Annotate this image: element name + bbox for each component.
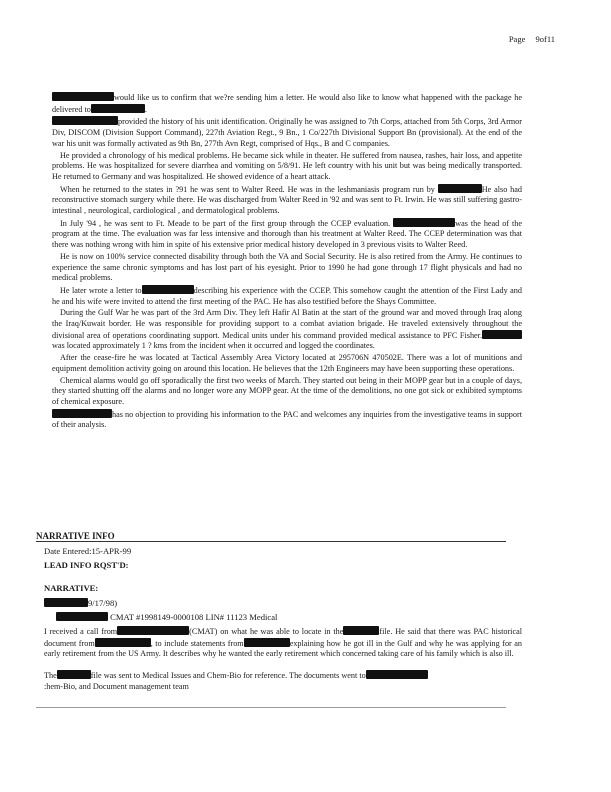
redaction-block xyxy=(57,670,91,679)
redaction-block xyxy=(366,670,428,679)
redaction-block xyxy=(393,218,455,227)
narrative-heading: NARRATIVE: xyxy=(44,583,99,593)
page-label: Page xyxy=(508,34,526,44)
redaction-block xyxy=(438,184,482,193)
paragraph-11: has no objection to providing his information to the PAC and welcomes any inquiries from the investigative teams in support of their analysis. xyxy=(52,409,522,430)
paragraph-3: He provided a chronology of his medical problems. He became sick while in theater. He suffered from nausea, rashes, hair loss, and appetite problems. He was hospitalized for severe diarrhea and vomiting on 5/8/91. He left country with his unit but was being medically transported. He returned to Germany and was hospitalized. He showed evidence of a heart attack. xyxy=(52,150,522,181)
redaction-block xyxy=(52,116,118,125)
paragraph-5: In July '94 , he was sent to Ft. Meade to be part of the first group through the CCEP evaluation. was the head of the program at the time. The evaluation was far less intensive and thorough than his treatment at Walter Reed. The CCEP determination was that there was nothing wrong with him in spite of his extensive prior medical history developed in 3 previous visits to Walter Reed. xyxy=(52,218,523,250)
lead-info-label: LEAD INFO RQST'D: xyxy=(44,560,129,570)
redaction-block xyxy=(52,409,112,418)
redaction-block xyxy=(142,285,194,294)
paragraph-4: When he returned to the states in ?91 he was sent to Walter Reed. He was in the leshmaniasis program run by He also had reconstructive stomach surgery while there. He was discharged from Walter Reed in '92 and was sent to Ft. Irwin. He was still suffering gastro-intestinal , neurological, cardiological , and dermatological problems. xyxy=(52,184,522,216)
narrative-info-heading: NARRATIVE INFO xyxy=(36,531,115,541)
narrative-paragraph-1: I received a call from (CMAT) on what he was able to locate in the file. He said that there was PAC historical document from , to include statements from explaining how he got ill in the Gulf and why he was applying for an early retirement from the US Army. It describes why he wanted the early retirement which concerned taking care of his family which is also ill. xyxy=(44,627,522,659)
redaction-block xyxy=(44,598,88,607)
cmat-line: CMAT #1998149-0000108 LIN# 11123 Medical xyxy=(56,612,277,622)
paragraph-6: He is now on 100% service connected disability through both the VA and Social Security. He is also retired from the Army. He continues to experience the same chronic symptoms and has lost part of his eyesight. Prior to 1990 he had gone through 17 flight physicals and had no medical problems. xyxy=(52,251,522,283)
paragraph-2: provided the history of his unit identification. Originally he was assigned to 7th Corps, attached from 5th Corps, 3rd Armor Div, DISCOM (Division Support Command), 227th Aviation Regt., 9 Bn., 1 Co/227th Divisional Support Bn (provisional). At the end of the war his unit was formally activated as 9th Bn, 277th Avn Regt, comprised of Hqs., B and C companies. xyxy=(52,117,522,148)
page-number: 9of11 xyxy=(535,34,555,44)
paragraph-8: During the Gulf War he was part of the 3rd Arm Div. They left Hafir Al Batin at the start of the ground war and moved through Iraq along the Iraq/Kuwait border. He was responsible for providing support to a combat aviation brigade. He traveled extensively throughout the divisional area of operations coordinating support. Medical units under his command provided medical assistance to PFC Fisher. was located approximately 1 ? kms from the incident when it occurred and logged the coordinates. xyxy=(52,308,522,351)
paragraph-10: Chemical alarms would go off sporadically the first two weeks of March. They started out being in their MOPP gear but in a couple of days, they started shutting off the alarms and no longer wore any MOPP gear. At the time of the demolitions, no one got sick or exhibited symptoms of chemical exposure. xyxy=(52,375,522,406)
narrative-paragraph-2: The file was sent to Medical Issues and Chem-Bio for reference. The documents went to :hem-Bio, and Document management team xyxy=(44,670,522,692)
narrative-body xyxy=(44,626,522,694)
redaction-block xyxy=(117,626,189,635)
section-divider xyxy=(36,541,506,542)
redaction-block xyxy=(91,104,145,113)
redaction-block xyxy=(56,612,108,621)
paragraph-7: He later wrote a letter to describing his experience with the CCEP. This somehow caught the attention of the First Lady and he and his wife were invited to attend the first meeting of the PAC. He has also testified before the Shays Committee. xyxy=(52,285,522,306)
paragraph-9: After the cease-fire he was located at Tactical Assembly Area Victory located at 295706N 470502E. There was a lot of munitions and equipment demolition activity going on around this location. He believes that the 12th Engineers may have been supporting these operations. xyxy=(52,353,522,373)
redaction-block xyxy=(343,626,379,635)
date-entered-field: Date Entered:15-APR-99 xyxy=(44,546,132,556)
redaction-block xyxy=(52,92,114,101)
redaction-block xyxy=(244,638,290,647)
redaction-block xyxy=(95,638,151,647)
redaction-block xyxy=(482,330,522,339)
paragraph-1: would like us to confirm that we?re sending him a letter. He would also like to know what happened with the package he delivered to . xyxy=(52,93,522,114)
narrative-date: 9/17/98) xyxy=(44,598,117,608)
page-header xyxy=(501,34,555,44)
footer-divider xyxy=(36,707,506,708)
report-body xyxy=(52,92,522,432)
